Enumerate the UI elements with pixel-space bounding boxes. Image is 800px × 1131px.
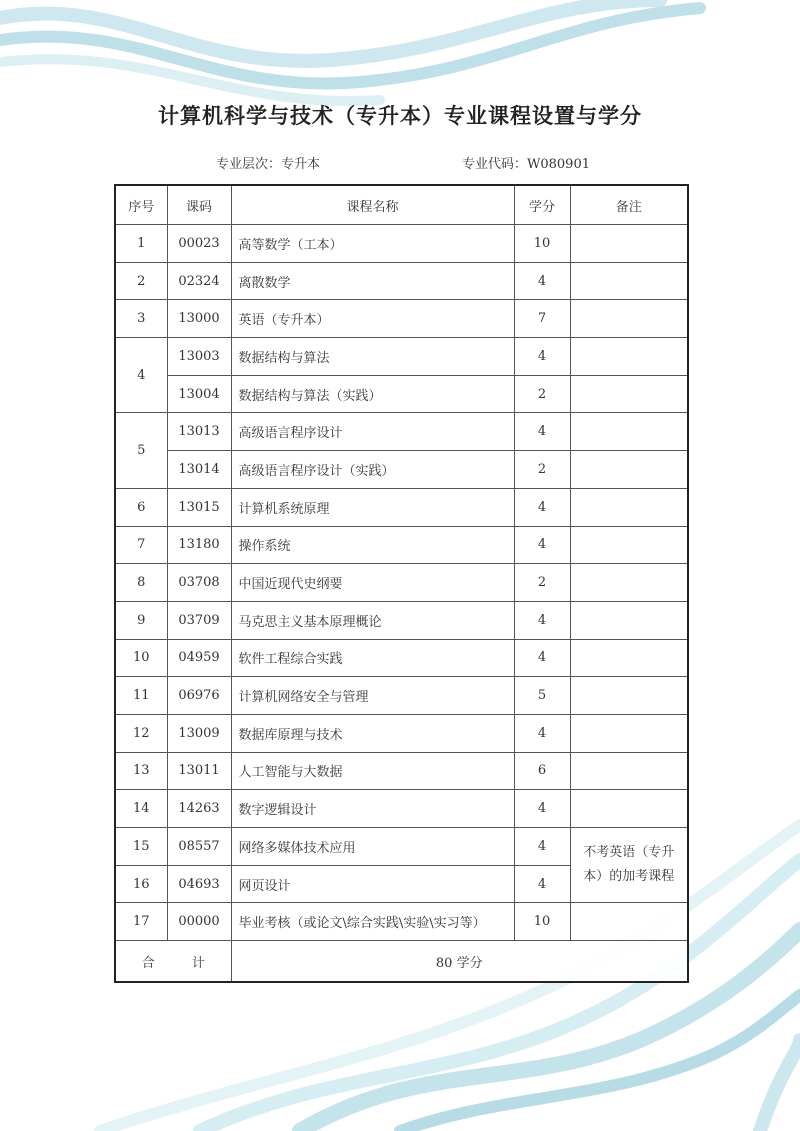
total-label-ji: 计 [191,955,205,971]
row-code: 13015 [167,488,231,526]
row-code: 13013 [167,413,231,451]
table-row [115,451,688,489]
row-credit: 4 [514,601,570,639]
row-note [570,488,688,526]
row-code: 13009 [167,714,231,752]
row-code: 14263 [167,790,231,828]
row-credit: 4 [514,413,570,451]
table-row [115,601,688,639]
row-name: 软件工程综合实践 [231,639,514,677]
row-code: 13000 [167,300,231,338]
row-code: 13004 [167,375,231,413]
page-title: 计算机科学与技术（专升本）专业课程设置与学分 [158,104,642,128]
row-code: 04693 [167,865,231,903]
row-name: 数字逻辑设计 [231,790,514,828]
row-name: 高级语言程序设计（实践） [231,451,514,489]
row-code: 00023 [167,225,231,263]
row-no: 12 [115,714,167,752]
row-no: 15 [115,828,167,866]
row-name: 离散数学 [231,262,514,300]
row-name: 网络多媒体技术应用 [231,828,514,866]
row-name: 英语（专升本） [231,300,514,338]
row-no: 4 [115,338,167,413]
row-credit: 4 [514,639,570,677]
row-note [570,526,688,564]
row-code: 06976 [167,677,231,715]
row-credit: 4 [514,526,570,564]
row-note [570,677,688,715]
row-code: 03709 [167,601,231,639]
row-no: 11 [115,677,167,715]
row-credit: 4 [514,338,570,376]
row-note [570,262,688,300]
row-no: 13 [115,752,167,790]
row-credit: 6 [514,752,570,790]
row-name: 高级语言程序设计 [231,413,514,451]
table-row [115,338,688,376]
header-code: 课码 [167,185,231,225]
row-note [570,790,688,828]
row-no: 5 [115,413,167,488]
header-credit: 学分 [514,185,570,225]
header-name: 课程名称 [231,185,514,225]
table-row [115,488,688,526]
row-credit: 2 [514,375,570,413]
table-row [115,300,688,338]
row-note [570,601,688,639]
row-no: 14 [115,790,167,828]
row-note [570,752,688,790]
table-row [115,262,688,300]
row-name: 毕业考核（或论文\综合实践\实验\实习等） [231,903,514,941]
table-row [115,903,688,941]
table-row [115,714,688,752]
table-row [115,375,688,413]
row-credit: 4 [514,828,570,866]
row-credit: 7 [514,300,570,338]
row-code: 03708 [167,564,231,602]
row-name: 网页设计 [231,865,514,903]
row-code: 04959 [167,639,231,677]
row-name: 数据结构与算法 [231,338,514,376]
row-credit: 10 [514,903,570,941]
row-no: 1 [115,225,167,263]
table-row [115,790,688,828]
row-note [570,338,688,376]
major-level: 专业层次：专升本 [216,157,321,172]
row-note [570,300,688,338]
table-header-row [115,185,688,225]
table-row [115,413,688,451]
row-name: 数据库原理与技术 [231,714,514,752]
row-no: 8 [115,564,167,602]
major-code: 专业代码：W080901 [462,157,590,172]
row-name: 高等数学（工本） [231,225,514,263]
table-row [115,225,688,263]
row-credit: 4 [514,262,570,300]
row-name: 数据结构与算法（实践） [231,375,514,413]
row-no: 16 [115,865,167,903]
total-row [115,941,688,983]
row-no: 10 [115,639,167,677]
row-credit: 5 [514,677,570,715]
row-name: 马克思主义基本原理概论 [231,601,514,639]
row-code: 00000 [167,903,231,941]
table-row [115,752,688,790]
row-name: 中国近现代史纲要 [231,564,514,602]
table-row [115,564,688,602]
table-row [115,828,688,866]
row-note [570,714,688,752]
row-note [570,564,688,602]
row-name: 人工智能与大数据 [231,752,514,790]
row-code: 13014 [167,451,231,489]
row-no: 7 [115,526,167,564]
total-label [115,941,231,983]
header-note: 备注 [570,185,688,225]
row-name: 操作系统 [231,526,514,564]
table-row [115,526,688,564]
header-no: 序号 [115,185,167,225]
row-credit: 2 [514,451,570,489]
row-no: 9 [115,601,167,639]
row-credit: 4 [514,865,570,903]
row-credit: 4 [514,714,570,752]
table-row [115,677,688,715]
total-value: 80 学分 [231,941,688,983]
row-note [570,375,688,413]
row-no: 2 [115,262,167,300]
total-label-he: 合 [141,955,155,971]
row-credit: 10 [514,225,570,263]
row-credit: 2 [514,564,570,602]
row-note [570,225,688,263]
row-code: 13011 [167,752,231,790]
row-name: 计算机网络安全与管理 [231,677,514,715]
row-credit: 4 [514,790,570,828]
row-name: 计算机系统原理 [231,488,514,526]
row-no: 3 [115,300,167,338]
course-table [114,184,689,983]
row-credit: 4 [514,488,570,526]
row-note [570,903,688,941]
row-code: 02324 [167,262,231,300]
table-row [115,639,688,677]
row-no: 6 [115,488,167,526]
row-code: 13180 [167,526,231,564]
row-note-extra-course: 不考英语（专升本）的加考课程 [570,828,688,903]
row-no: 17 [115,903,167,941]
row-note [570,413,688,451]
row-note [570,451,688,489]
row-note [570,639,688,677]
row-code: 08557 [167,828,231,866]
row-code: 13003 [167,338,231,376]
